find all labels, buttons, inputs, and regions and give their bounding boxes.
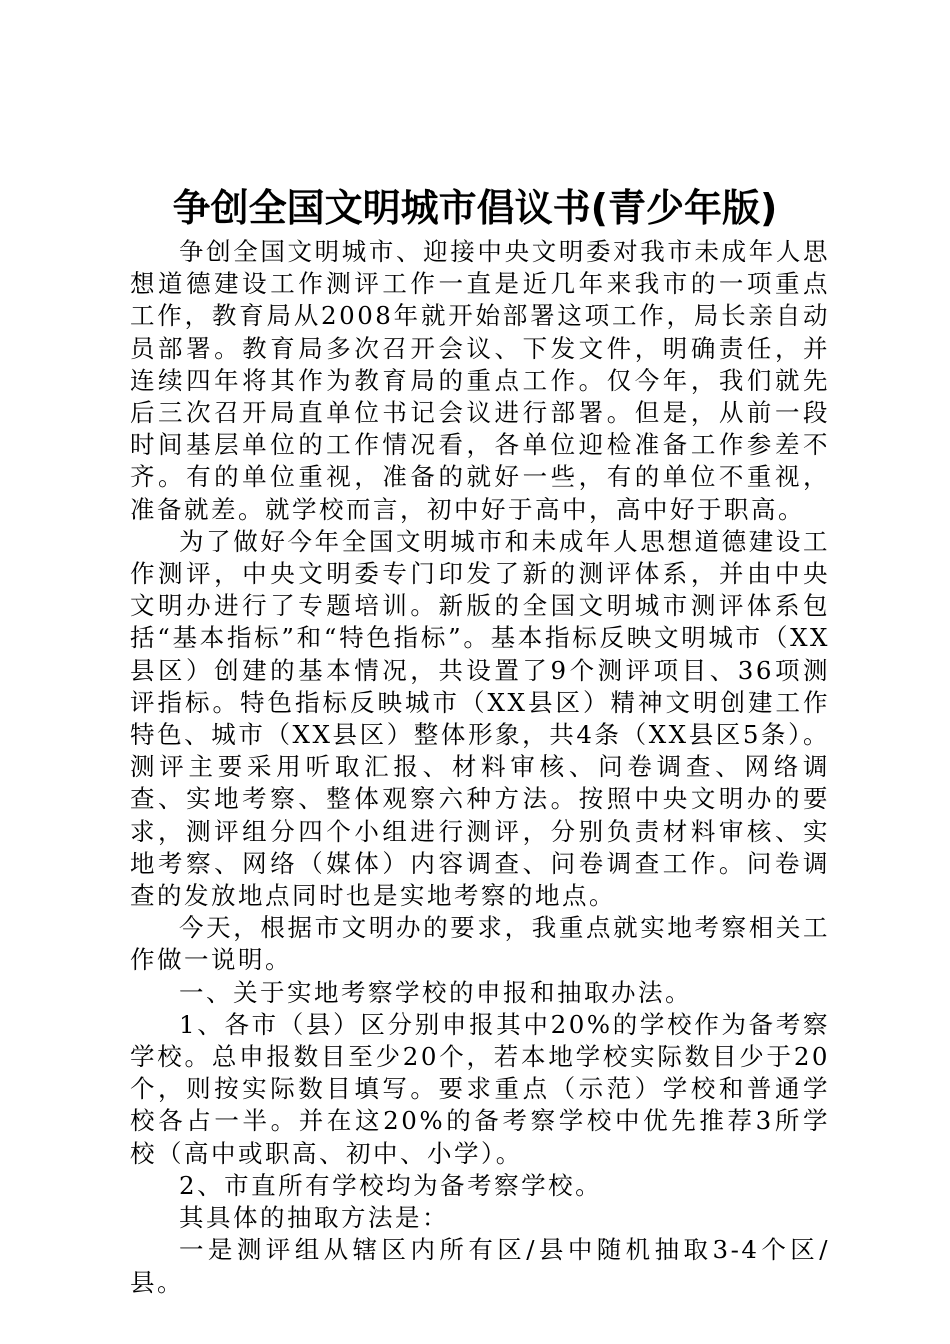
- body-paragraph: 其具体的抽取方法是：: [179, 1203, 449, 1233]
- body-paragraph: 为了做好今年全国文明城市和未成年人思想道德建设工作测评，中央文明委专门印发了新的测评体系，并由中央文明办进行了专题培训。新版的全国文明城市测评体系包括“基本指标”和“特色指标”。基本指标反映文明城市（XX县区）创建的基本情况，共设置了9个测评项目、36项测评指标。特色指标反映城市（XX县区）精神文明创建工作特色、城市（XX县区）整体形象，共4条（XX县区5条）。测评主要采用听取汇报、材料审核、问卷调查、网络调查、实地考察、整体观察六种方法。按照中央文明办的要求，测评组分四个小组进行测评，分别负责材料审核、实地考察、网络（媒体）内容调查、问卷调查工作。问卷调查的发放地点同时也是实地考察的地点。: [130, 526, 830, 911]
- body-paragraph: 争创全国文明城市、迎接中央文明委对我市未成年人思想道德建设工作测评工作一直是近几年来我市的一项重点工作，教育局从2008年就开始部署这项工作，局长亲自动员部署。教育局多次召开会议、下发文件，明确责任，并连续四年将其作为教育局的重点工作。仅今年，我们就先后三次召开局直单位书记会议进行部署。但是，从前一段时间基层单位的工作情况看，各单位迎检准备工作参差不齐。有的单位重视，准备的就好一些，有的单位不重视，准备就差。就学校而言，初中好于高中，高中好于职高。: [130, 237, 830, 524]
- body-paragraph: 2、市直所有学校均为备考察学校。: [179, 1170, 603, 1200]
- body-paragraph: 1、各市（县）区分别申报其中20%的学校作为备考察学校。总申报数目至少20个，若本地学校实际数目少于20个，则按实际数目填写。要求重点（示范）学校和普通学校各占一半。并在这20%的备考察学校中优先推荐3所学校（高中或职高、初中、小学）。: [130, 1009, 830, 1168]
- body-paragraph: 一是测评组从辖区内所有区/县中随机抽取3-4个区/县。: [130, 1235, 830, 1297]
- section-heading: 一、关于实地考察学校的申报和抽取办法。: [179, 977, 692, 1007]
- document-body: [130, 236, 830, 1299]
- body-paragraph: 今天，根据市文明办的要求，我重点就实地考察相关工作做一说明。: [130, 913, 830, 975]
- document-title: 争创全国文明城市倡议书(青少年版): [172, 186, 778, 230]
